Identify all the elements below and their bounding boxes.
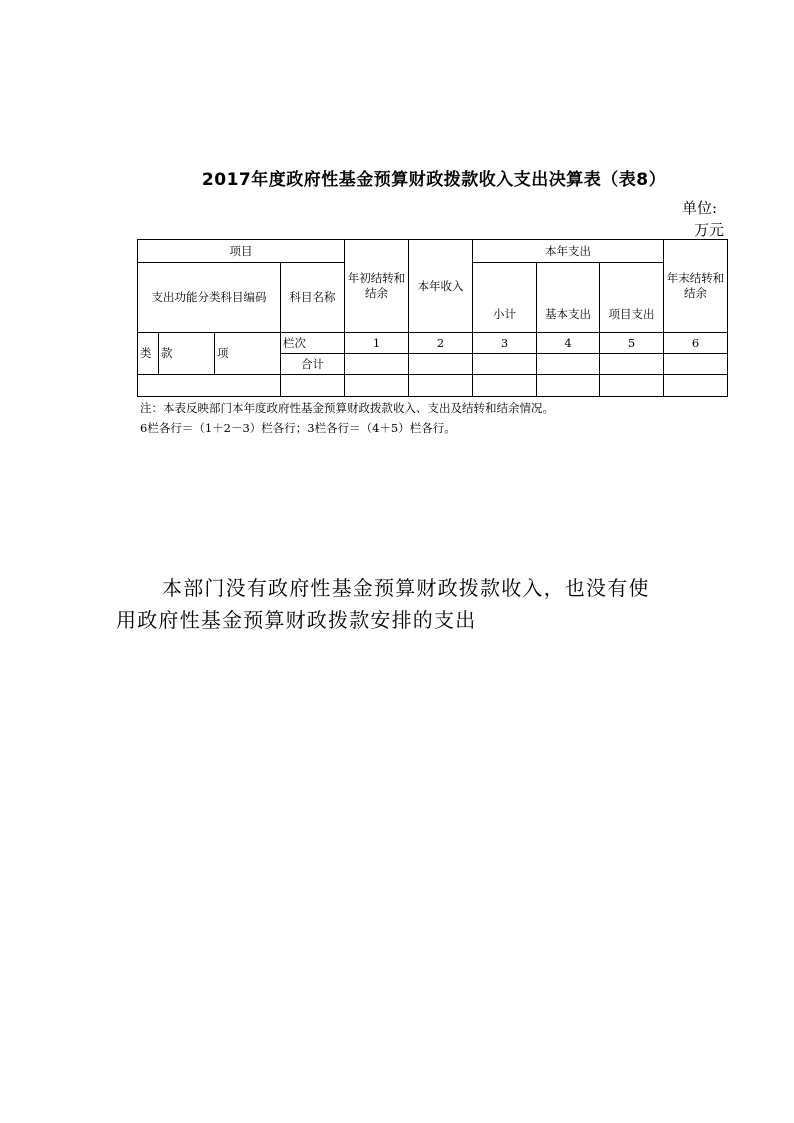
table-cell [409,375,473,397]
table-notes [140,398,554,438]
header-item: 项目 [138,240,345,263]
unit-label-value: 万元 [694,221,725,239]
header-end-balance: 年末结转和结余 [664,240,728,333]
header-function-code: 支出功能分类科目编码 [138,263,281,333]
note-line: 6栏各行＝（1＋2－3）栏各行；3栏各行＝（4＋5）栏各行。 [140,421,456,435]
col-number: 5 [600,333,664,354]
table-cell [138,375,281,397]
header-begin-balance: 年初结转和结余 [345,240,409,333]
table-cell [473,375,537,397]
paragraph-line: 本部门没有政府性基金预算财政拨款收入，也没有使 [162,576,650,600]
table-cell [537,375,600,397]
col-lanci: 栏次 [281,333,345,354]
paragraph-line: 用政府性基金预算财政拨款安排的支出 [116,608,477,632]
table-cell [664,375,728,397]
header-project-expense: 项目支出 [600,263,664,333]
explanation-paragraph [116,572,676,636]
header-subject-name: 科目名称 [281,263,345,333]
table-cell [537,354,600,375]
table-cell [345,354,409,375]
budget-table [137,239,728,397]
header-basic-expense: 基本支出 [537,263,600,333]
table-cell [281,375,345,397]
note-line: 注：本表反映部门本年度政府性基金预算财政拨款收入、支出及结转和结余情况。 [140,401,554,415]
page-title: 2017年度政府性基金预算财政拨款收入支出决算表（表8） [201,170,667,190]
col-number: 6 [664,333,728,354]
table-cell [600,354,664,375]
header-expense: 本年支出 [473,240,664,263]
header-subtotal: 小计 [473,263,537,333]
unit-label [682,197,732,241]
col-kuan: 款 [159,333,215,375]
table-cell [345,375,409,397]
table-cell [664,354,728,375]
col-number: 4 [537,333,600,354]
unit-label-prefix: 单位: [682,199,718,217]
table-cell [409,354,473,375]
header-income: 本年收入 [409,240,473,333]
col-number: 1 [345,333,409,354]
col-number: 3 [473,333,537,354]
total-label: 合计 [281,354,345,375]
col-lei: 类 [138,333,159,375]
col-xiang: 项 [215,333,281,375]
col-number: 2 [409,333,473,354]
table-cell [600,375,664,397]
table-cell [473,354,537,375]
